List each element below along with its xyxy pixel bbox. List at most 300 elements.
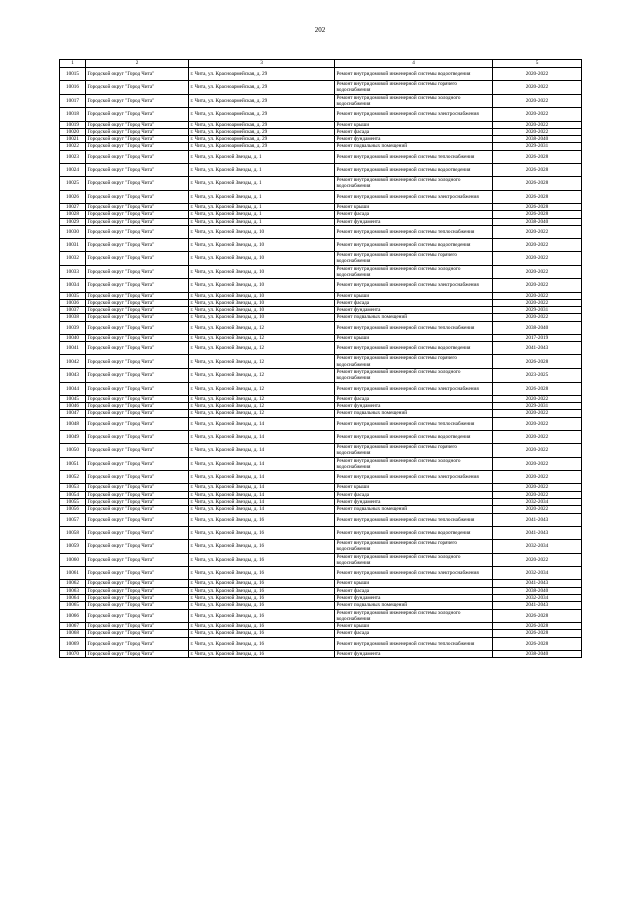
period-cell: 2032-2034 — [493, 567, 582, 580]
municipality-cell: Городской округ "Город Чита" — [86, 471, 189, 484]
table-row — [60, 403, 582, 410]
table-row — [60, 292, 582, 299]
row-number: 10062 — [60, 580, 86, 587]
period-cell: 2020-2022 — [493, 225, 582, 238]
address-cell: г. Чита, ул. Красной Звезды, д. 12 — [189, 395, 335, 402]
period-cell: 2020-2022 — [493, 491, 582, 498]
work-type-cell: Ремонт внутридомовой инженерной системы теплоснабжения — [335, 513, 493, 526]
address-cell: г. Чита, ул. Красноармейская, д. 29 — [189, 136, 335, 143]
work-type-cell: Ремонт внутридомовой инженерной системы горячего водоснабжения — [335, 252, 493, 266]
table-row — [60, 594, 582, 601]
table-row — [60, 121, 582, 128]
period-cell: 2026-2028 — [493, 637, 582, 650]
period-cell: 2020-2022 — [493, 238, 582, 251]
table-row — [60, 211, 582, 218]
work-type-cell: Ремонт внутридомовой инженерной системы водоотведения — [335, 163, 493, 176]
row-number: 10051 — [60, 457, 86, 471]
address-cell: г. Чита, ул. Красной Звезды, д. 16 — [189, 602, 335, 609]
municipality-cell: Городской округ "Город Чита" — [86, 211, 189, 218]
table-row — [60, 587, 582, 594]
row-number: 10063 — [60, 587, 86, 594]
work-type-cell: Ремонт внутридомовой инженерной системы холодного водоснабжения — [335, 369, 493, 383]
municipality-cell: Городской округ "Город Чита" — [86, 484, 189, 491]
table-row — [60, 238, 582, 251]
row-number: 10064 — [60, 594, 86, 601]
work-type-cell: Ремонт фундамента — [335, 499, 493, 506]
municipality-cell: Городской округ "Город Чита" — [86, 143, 189, 150]
row-number: 10032 — [60, 252, 86, 266]
table-row — [60, 602, 582, 609]
period-cell: 2020-2022 — [493, 417, 582, 430]
address-cell: г. Чита, ул. Красной Звезды, д. 1 — [189, 218, 335, 225]
address-cell: г. Чита, ул. Красной Звезды, д. 16 — [189, 587, 335, 594]
row-number: 10061 — [60, 567, 86, 580]
address-cell: г. Чита, ул. Красной Звезды, д. 14 — [189, 484, 335, 491]
table-row — [60, 218, 582, 225]
table-row — [60, 108, 582, 121]
period-cell: 2038-2040 — [493, 587, 582, 594]
address-cell: г. Чита, ул. Красноармейская, д. 29 — [189, 81, 335, 95]
address-cell: г. Чита, ул. Красноармейская, д. 29 — [189, 94, 335, 108]
row-number: 10035 — [60, 292, 86, 299]
row-number: 10047 — [60, 410, 86, 417]
address-cell: г. Чита, ул. Красной Звезды, д. 10 — [189, 292, 335, 299]
period-cell: 2020-2022 — [493, 410, 582, 417]
address-cell: г. Чита, ул. Красной Звезды, д. 12 — [189, 382, 335, 395]
row-number: 10028 — [60, 211, 86, 218]
period-cell: 2020-2022 — [493, 444, 582, 458]
row-number: 10034 — [60, 279, 86, 292]
row-number: 10043 — [60, 369, 86, 383]
address-cell: г. Чита, ул. Красноармейская, д. 29 — [189, 128, 335, 135]
period-cell: 2026-2028 — [493, 211, 582, 218]
period-cell: 2020-2022 — [493, 128, 582, 135]
municipality-cell: Городской округ "Город Чита" — [86, 314, 189, 321]
municipality-cell: Городской округ "Город Чита" — [86, 417, 189, 430]
row-number: 10060 — [60, 553, 86, 567]
period-cell: 2026-2028 — [493, 163, 582, 176]
address-cell: г. Чита, ул. Красной Звезды, д. 10 — [189, 307, 335, 314]
work-type-cell: Ремонт внутридомовой инженерной системы горячего водоснабжения — [335, 81, 493, 95]
municipality-cell: Городской округ "Город Чита" — [86, 457, 189, 471]
address-cell: г. Чита, ул. Красной Звезды, д. 16 — [189, 637, 335, 650]
period-cell: 2026-2028 — [493, 150, 582, 163]
row-number: 10030 — [60, 225, 86, 238]
table-row — [60, 314, 582, 321]
municipality-cell: Городской округ "Город Чита" — [86, 587, 189, 594]
address-cell: г. Чита, ул. Красной Звезды, д. 12 — [189, 334, 335, 341]
address-cell: г. Чита, ул. Красной Звезды, д. 14 — [189, 491, 335, 498]
period-cell: 2041-2043 — [493, 342, 582, 355]
period-cell: 2026-2028 — [493, 177, 582, 191]
row-number: 10020 — [60, 128, 86, 135]
row-number: 10045 — [60, 395, 86, 402]
work-type-cell: Ремонт крыши — [335, 292, 493, 299]
work-type-cell: Ремонт внутридомовой инженерной системы теплоснабжения — [335, 321, 493, 334]
table-row — [60, 94, 582, 108]
period-cell: 2020-2022 — [493, 506, 582, 513]
address-cell: г. Чита, ул. Красной Звезды, д. 16 — [189, 580, 335, 587]
municipality-cell: Городской округ "Город Чита" — [86, 609, 189, 623]
municipality-cell: Городской округ "Город Чита" — [86, 567, 189, 580]
work-type-cell: Ремонт внутридомовой инженерной системы теплоснабжения — [335, 225, 493, 238]
work-type-cell: Ремонт фундамента — [335, 594, 493, 601]
work-type-cell: Ремонт фундамента — [335, 307, 493, 314]
period-cell: 2029-2031 — [493, 403, 582, 410]
page-number: 202 — [314, 26, 326, 34]
column-header: 4 — [335, 60, 493, 68]
period-cell: 2020-2022 — [493, 121, 582, 128]
address-cell: г. Чита, ул. Красной Звезды, д. 16 — [189, 526, 335, 539]
address-cell: г. Чита, ул. Красной Звезды, д. 14 — [189, 444, 335, 458]
period-cell: 2020-2022 — [493, 279, 582, 292]
table-row — [60, 471, 582, 484]
period-cell: 2032-2034 — [493, 499, 582, 506]
row-number: 10048 — [60, 417, 86, 430]
work-type-cell: Ремонт внутридомовой инженерной системы горячего водоснабжения — [335, 444, 493, 458]
work-type-cell: Ремонт фундамента — [335, 403, 493, 410]
table-row — [60, 203, 582, 210]
work-type-cell: Ремонт подвальных помещений — [335, 410, 493, 417]
address-cell: г. Чита, ул. Красной Звезды, д. 1 — [189, 150, 335, 163]
address-cell: г. Чита, ул. Красной Звезды, д. 12 — [189, 369, 335, 383]
row-number: 10057 — [60, 513, 86, 526]
municipality-cell: Городской округ "Город Чита" — [86, 395, 189, 402]
municipality-cell: Городской округ "Город Чита" — [86, 321, 189, 334]
table-row — [60, 136, 582, 143]
table-row — [60, 128, 582, 135]
municipality-cell: Городской округ "Город Чита" — [86, 580, 189, 587]
period-cell: 2041-2043 — [493, 526, 582, 539]
municipality-cell: Городской округ "Город Чита" — [86, 403, 189, 410]
work-type-cell: Ремонт внутридомовой инженерной системы холодного водоснабжения — [335, 457, 493, 471]
municipality-cell: Городской округ "Город Чита" — [86, 539, 189, 553]
table-row — [60, 499, 582, 506]
row-number: 10044 — [60, 382, 86, 395]
municipality-cell: Городской округ "Город Чита" — [86, 623, 189, 630]
row-number: 10041 — [60, 342, 86, 355]
table-row — [60, 68, 582, 81]
table-row — [60, 307, 582, 314]
municipality-cell: Городской округ "Город Чита" — [86, 163, 189, 176]
address-cell: г. Чита, ул. Красной Звезды, д. 1 — [189, 203, 335, 210]
row-number: 10052 — [60, 471, 86, 484]
row-number: 10039 — [60, 321, 86, 334]
municipality-cell: Городской округ "Город Чита" — [86, 430, 189, 443]
work-type-cell: Ремонт внутридомовой инженерной системы горячего водоснабжения — [335, 539, 493, 553]
table-row — [60, 637, 582, 650]
row-number: 10054 — [60, 491, 86, 498]
table-row — [60, 506, 582, 513]
work-type-cell: Ремонт внутридомовой инженерной системы теплоснабжения — [335, 150, 493, 163]
address-cell: г. Чита, ул. Красной Звезды, д. 16 — [189, 539, 335, 553]
table-row — [60, 444, 582, 458]
row-number: 10027 — [60, 203, 86, 210]
row-number: 10059 — [60, 539, 86, 553]
address-cell: г. Чита, ул. Красной Звезды, д. 12 — [189, 355, 335, 369]
row-number: 10070 — [60, 650, 86, 657]
table-row — [60, 334, 582, 341]
work-type-cell: Ремонт внутридомовой инженерной системы горячего водоснабжения — [335, 355, 493, 369]
work-type-cell: Ремонт подвальных помещений — [335, 314, 493, 321]
row-number: 10015 — [60, 68, 86, 81]
municipality-cell: Городской округ "Город Чита" — [86, 499, 189, 506]
address-cell: г. Чита, ул. Красной Звезды, д. 10 — [189, 252, 335, 266]
address-cell: г. Чита, ул. Красноармейская, д. 29 — [189, 108, 335, 121]
municipality-cell: Городской округ "Город Чита" — [86, 637, 189, 650]
period-cell: 2041-2043 — [493, 602, 582, 609]
address-cell: г. Чита, ул. Красной Звезды, д. 10 — [189, 225, 335, 238]
work-type-cell: Ремонт фасада — [335, 128, 493, 135]
table-row — [60, 430, 582, 443]
row-number: 10067 — [60, 623, 86, 630]
period-cell: 2026-2028 — [493, 355, 582, 369]
municipality-cell: Городской округ "Город Чита" — [86, 292, 189, 299]
table-row — [60, 484, 582, 491]
municipality-cell: Городской округ "Город Чита" — [86, 369, 189, 383]
municipality-cell: Городской округ "Город Чита" — [86, 630, 189, 637]
municipality-cell: Городской округ "Город Чита" — [86, 410, 189, 417]
work-type-cell: Ремонт внутридомовой инженерной системы электроснабжения — [335, 190, 493, 203]
row-number: 10065 — [60, 602, 86, 609]
column-header: 1 — [60, 60, 86, 68]
table-row — [60, 630, 582, 637]
work-type-cell: Ремонт внутридомовой инженерной системы холодного водоснабжения — [335, 177, 493, 191]
municipality-cell: Городской округ "Город Чита" — [86, 203, 189, 210]
address-cell: г. Чита, ул. Красной Звезды, д. 1 — [189, 211, 335, 218]
period-cell: 2020-2022 — [493, 252, 582, 266]
table-row — [60, 623, 582, 630]
period-cell: 2020-2022 — [493, 108, 582, 121]
row-number: 10024 — [60, 163, 86, 176]
work-type-cell: Ремонт подвальных помещений — [335, 143, 493, 150]
work-type-cell: Ремонт фасада — [335, 630, 493, 637]
period-cell: 2038-2040 — [493, 321, 582, 334]
work-type-cell: Ремонт крыши — [335, 580, 493, 587]
period-cell: 2026-2028 — [493, 630, 582, 637]
work-type-cell: Ремонт внутридомовой инженерной системы электроснабжения — [335, 471, 493, 484]
address-cell: г. Чита, ул. Красноармейская, д. 29 — [189, 68, 335, 81]
row-number: 10022 — [60, 143, 86, 150]
row-number: 10068 — [60, 630, 86, 637]
table-body — [60, 68, 582, 658]
table-row — [60, 395, 582, 402]
row-number: 10049 — [60, 430, 86, 443]
municipality-cell: Городской округ "Город Чита" — [86, 150, 189, 163]
period-cell: 2038-2040 — [493, 650, 582, 657]
municipality-cell: Городской округ "Город Чита" — [86, 526, 189, 539]
table-row — [60, 410, 582, 417]
municipality-cell: Городской округ "Город Чита" — [86, 491, 189, 498]
municipality-cell: Городской округ "Город Чита" — [86, 602, 189, 609]
period-cell: 2023-2025 — [493, 369, 582, 383]
table-row — [60, 609, 582, 623]
table-row — [60, 355, 582, 369]
table-row — [60, 650, 582, 657]
row-number: 10021 — [60, 136, 86, 143]
municipality-cell: Городской округ "Город Чита" — [86, 334, 189, 341]
table-row — [60, 491, 582, 498]
work-type-cell: Ремонт внутридомовой инженерной системы холодного водоснабжения — [335, 609, 493, 623]
work-type-cell: Ремонт внутридомовой инженерной системы холодного водоснабжения — [335, 553, 493, 567]
row-number: 10026 — [60, 190, 86, 203]
municipality-cell: Городской округ "Город Чита" — [86, 225, 189, 238]
table-row — [60, 321, 582, 334]
period-cell: 2026-2028 — [493, 190, 582, 203]
work-type-cell: Ремонт внутридомовой инженерной системы холодного водоснабжения — [335, 94, 493, 108]
municipality-cell: Городской округ "Город Чита" — [86, 238, 189, 251]
row-number: 10069 — [60, 637, 86, 650]
row-number: 10017 — [60, 94, 86, 108]
period-cell: 2029-2031 — [493, 307, 582, 314]
table-row — [60, 279, 582, 292]
municipality-cell: Городской округ "Город Чита" — [86, 307, 189, 314]
period-cell: 2026-2028 — [493, 623, 582, 630]
address-cell: г. Чита, ул. Красной Звезды, д. 14 — [189, 417, 335, 430]
period-cell: 2026-2028 — [493, 609, 582, 623]
period-cell: 2026-2028 — [493, 382, 582, 395]
period-cell: 2020-2022 — [493, 68, 582, 81]
address-cell: г. Чита, ул. Красной Звезды, д. 14 — [189, 457, 335, 471]
work-type-cell: Ремонт фасада — [335, 587, 493, 594]
work-type-cell: Ремонт крыши — [335, 484, 493, 491]
address-cell: г. Чита, ул. Красной Звезды, д. 10 — [189, 265, 335, 279]
work-type-cell: Ремонт внутридомовой инженерной системы электроснабжения — [335, 567, 493, 580]
table-row — [60, 567, 582, 580]
table-row — [60, 457, 582, 471]
row-number: 10025 — [60, 177, 86, 191]
column-header: 3 — [189, 60, 335, 68]
municipality-cell: Городской округ "Город Чита" — [86, 218, 189, 225]
row-number: 10033 — [60, 265, 86, 279]
municipality-cell: Городской округ "Город Чита" — [86, 108, 189, 121]
period-cell: 2041-2043 — [493, 513, 582, 526]
row-number: 10042 — [60, 355, 86, 369]
municipality-cell: Городской округ "Город Чита" — [86, 136, 189, 143]
work-type-cell: Ремонт крыши — [335, 334, 493, 341]
address-cell: г. Чита, ул. Красной Звезды, д. 14 — [189, 499, 335, 506]
period-cell: 2020-2022 — [493, 553, 582, 567]
work-type-cell: Ремонт фундамента — [335, 218, 493, 225]
table-row — [60, 417, 582, 430]
address-cell: г. Чита, ул. Красной Звезды, д. 12 — [189, 410, 335, 417]
work-type-cell: Ремонт внутридомовой инженерной системы водоотведения — [335, 430, 493, 443]
work-type-cell: Ремонт внутридомовой инженерной системы водоотведения — [335, 68, 493, 81]
municipality-cell: Городской округ "Город Чита" — [86, 252, 189, 266]
work-type-cell: Ремонт внутридомовой инженерной системы водоотведения — [335, 342, 493, 355]
period-cell: 2032-2034 — [493, 539, 582, 553]
table-row — [60, 150, 582, 163]
work-type-cell: Ремонт фундамента — [335, 650, 493, 657]
row-number: 10046 — [60, 403, 86, 410]
period-cell: 2029-2031 — [493, 143, 582, 150]
work-type-cell: Ремонт крыши — [335, 623, 493, 630]
period-cell: 2032-2034 — [493, 594, 582, 601]
table-row — [60, 225, 582, 238]
header-row — [60, 60, 582, 68]
row-number: 10029 — [60, 218, 86, 225]
work-type-cell: Ремонт фасада — [335, 395, 493, 402]
row-number: 10019 — [60, 121, 86, 128]
table-row — [60, 369, 582, 383]
period-cell: 2020-2022 — [493, 81, 582, 95]
municipality-cell: Городской округ "Город Чита" — [86, 68, 189, 81]
row-number: 10036 — [60, 299, 86, 306]
municipality-cell: Городской округ "Город Чита" — [86, 342, 189, 355]
period-cell: 2026-2028 — [493, 203, 582, 210]
municipality-cell: Городской округ "Город Чита" — [86, 128, 189, 135]
period-cell: 2020-2022 — [493, 94, 582, 108]
row-number: 10040 — [60, 334, 86, 341]
work-type-cell: Ремонт фасада — [335, 491, 493, 498]
work-type-cell: Ремонт внутридомовой инженерной системы электроснабжения — [335, 382, 493, 395]
column-header: 2 — [86, 60, 189, 68]
period-cell: 2038-2040 — [493, 136, 582, 143]
table-row — [60, 177, 582, 191]
period-cell: 2041-2043 — [493, 580, 582, 587]
work-type-cell: Ремонт внутридомовой инженерной системы электроснабжения — [335, 279, 493, 292]
table-row — [60, 265, 582, 279]
address-cell: г. Чита, ул. Красной Звезды, д. 16 — [189, 609, 335, 623]
address-cell: г. Чита, ул. Красной Звезды, д. 14 — [189, 430, 335, 443]
row-number: 10023 — [60, 150, 86, 163]
table-row — [60, 252, 582, 266]
row-number: 10018 — [60, 108, 86, 121]
work-type-cell: Ремонт фасада — [335, 299, 493, 306]
row-number: 10055 — [60, 499, 86, 506]
address-cell: г. Чита, ул. Красной Звезды, д. 16 — [189, 630, 335, 637]
work-type-cell: Ремонт фундамента — [335, 136, 493, 143]
work-type-cell: Ремонт фасада — [335, 211, 493, 218]
period-cell: 2020-2022 — [493, 484, 582, 491]
row-number: 10066 — [60, 609, 86, 623]
municipality-cell: Городской округ "Город Чита" — [86, 553, 189, 567]
municipality-cell: Городской округ "Город Чита" — [86, 94, 189, 108]
address-cell: г. Чита, ул. Красной Звезды, д. 16 — [189, 513, 335, 526]
row-number: 10058 — [60, 526, 86, 539]
address-cell: г. Чита, ул. Красной Звезды, д. 10 — [189, 299, 335, 306]
work-type-cell: Ремонт внутридомовой инженерной системы теплоснабжения — [335, 637, 493, 650]
address-cell: г. Чита, ул. Красной Звезды, д. 12 — [189, 321, 335, 334]
table-row — [60, 513, 582, 526]
row-number: 10053 — [60, 484, 86, 491]
table-row — [60, 81, 582, 95]
period-cell: 2020-2022 — [493, 471, 582, 484]
period-cell: 2020-2022 — [493, 430, 582, 443]
address-cell: г. Чита, ул. Красной Звезды, д. 16 — [189, 553, 335, 567]
municipality-cell: Городской округ "Город Чита" — [86, 190, 189, 203]
period-cell: 2020-2022 — [493, 314, 582, 321]
address-cell: г. Чита, ул. Красной Звезды, д. 1 — [189, 163, 335, 176]
address-cell: г. Чита, ул. Красной Звезды, д. 16 — [189, 650, 335, 657]
municipality-cell: Городской округ "Город Чита" — [86, 121, 189, 128]
period-cell: 2020-2022 — [493, 292, 582, 299]
row-number: 10016 — [60, 81, 86, 95]
address-cell: г. Чита, ул. Красной Звезды, д. 14 — [189, 506, 335, 513]
table-row — [60, 382, 582, 395]
municipality-cell: Городской округ "Город Чита" — [86, 177, 189, 191]
work-type-cell: Ремонт крыши — [335, 121, 493, 128]
period-cell: 2020-2022 — [493, 395, 582, 402]
municipality-cell: Городской округ "Город Чита" — [86, 506, 189, 513]
works-table — [59, 59, 582, 658]
work-type-cell: Ремонт внутридомовой инженерной системы холодного водоснабжения — [335, 265, 493, 279]
address-cell: г. Чита, ул. Красной Звезды, д. 16 — [189, 623, 335, 630]
municipality-cell: Городской округ "Город Чита" — [86, 81, 189, 95]
municipality-cell: Городской округ "Город Чита" — [86, 299, 189, 306]
work-type-cell: Ремонт крыши — [335, 203, 493, 210]
municipality-cell: Городской округ "Город Чита" — [86, 650, 189, 657]
